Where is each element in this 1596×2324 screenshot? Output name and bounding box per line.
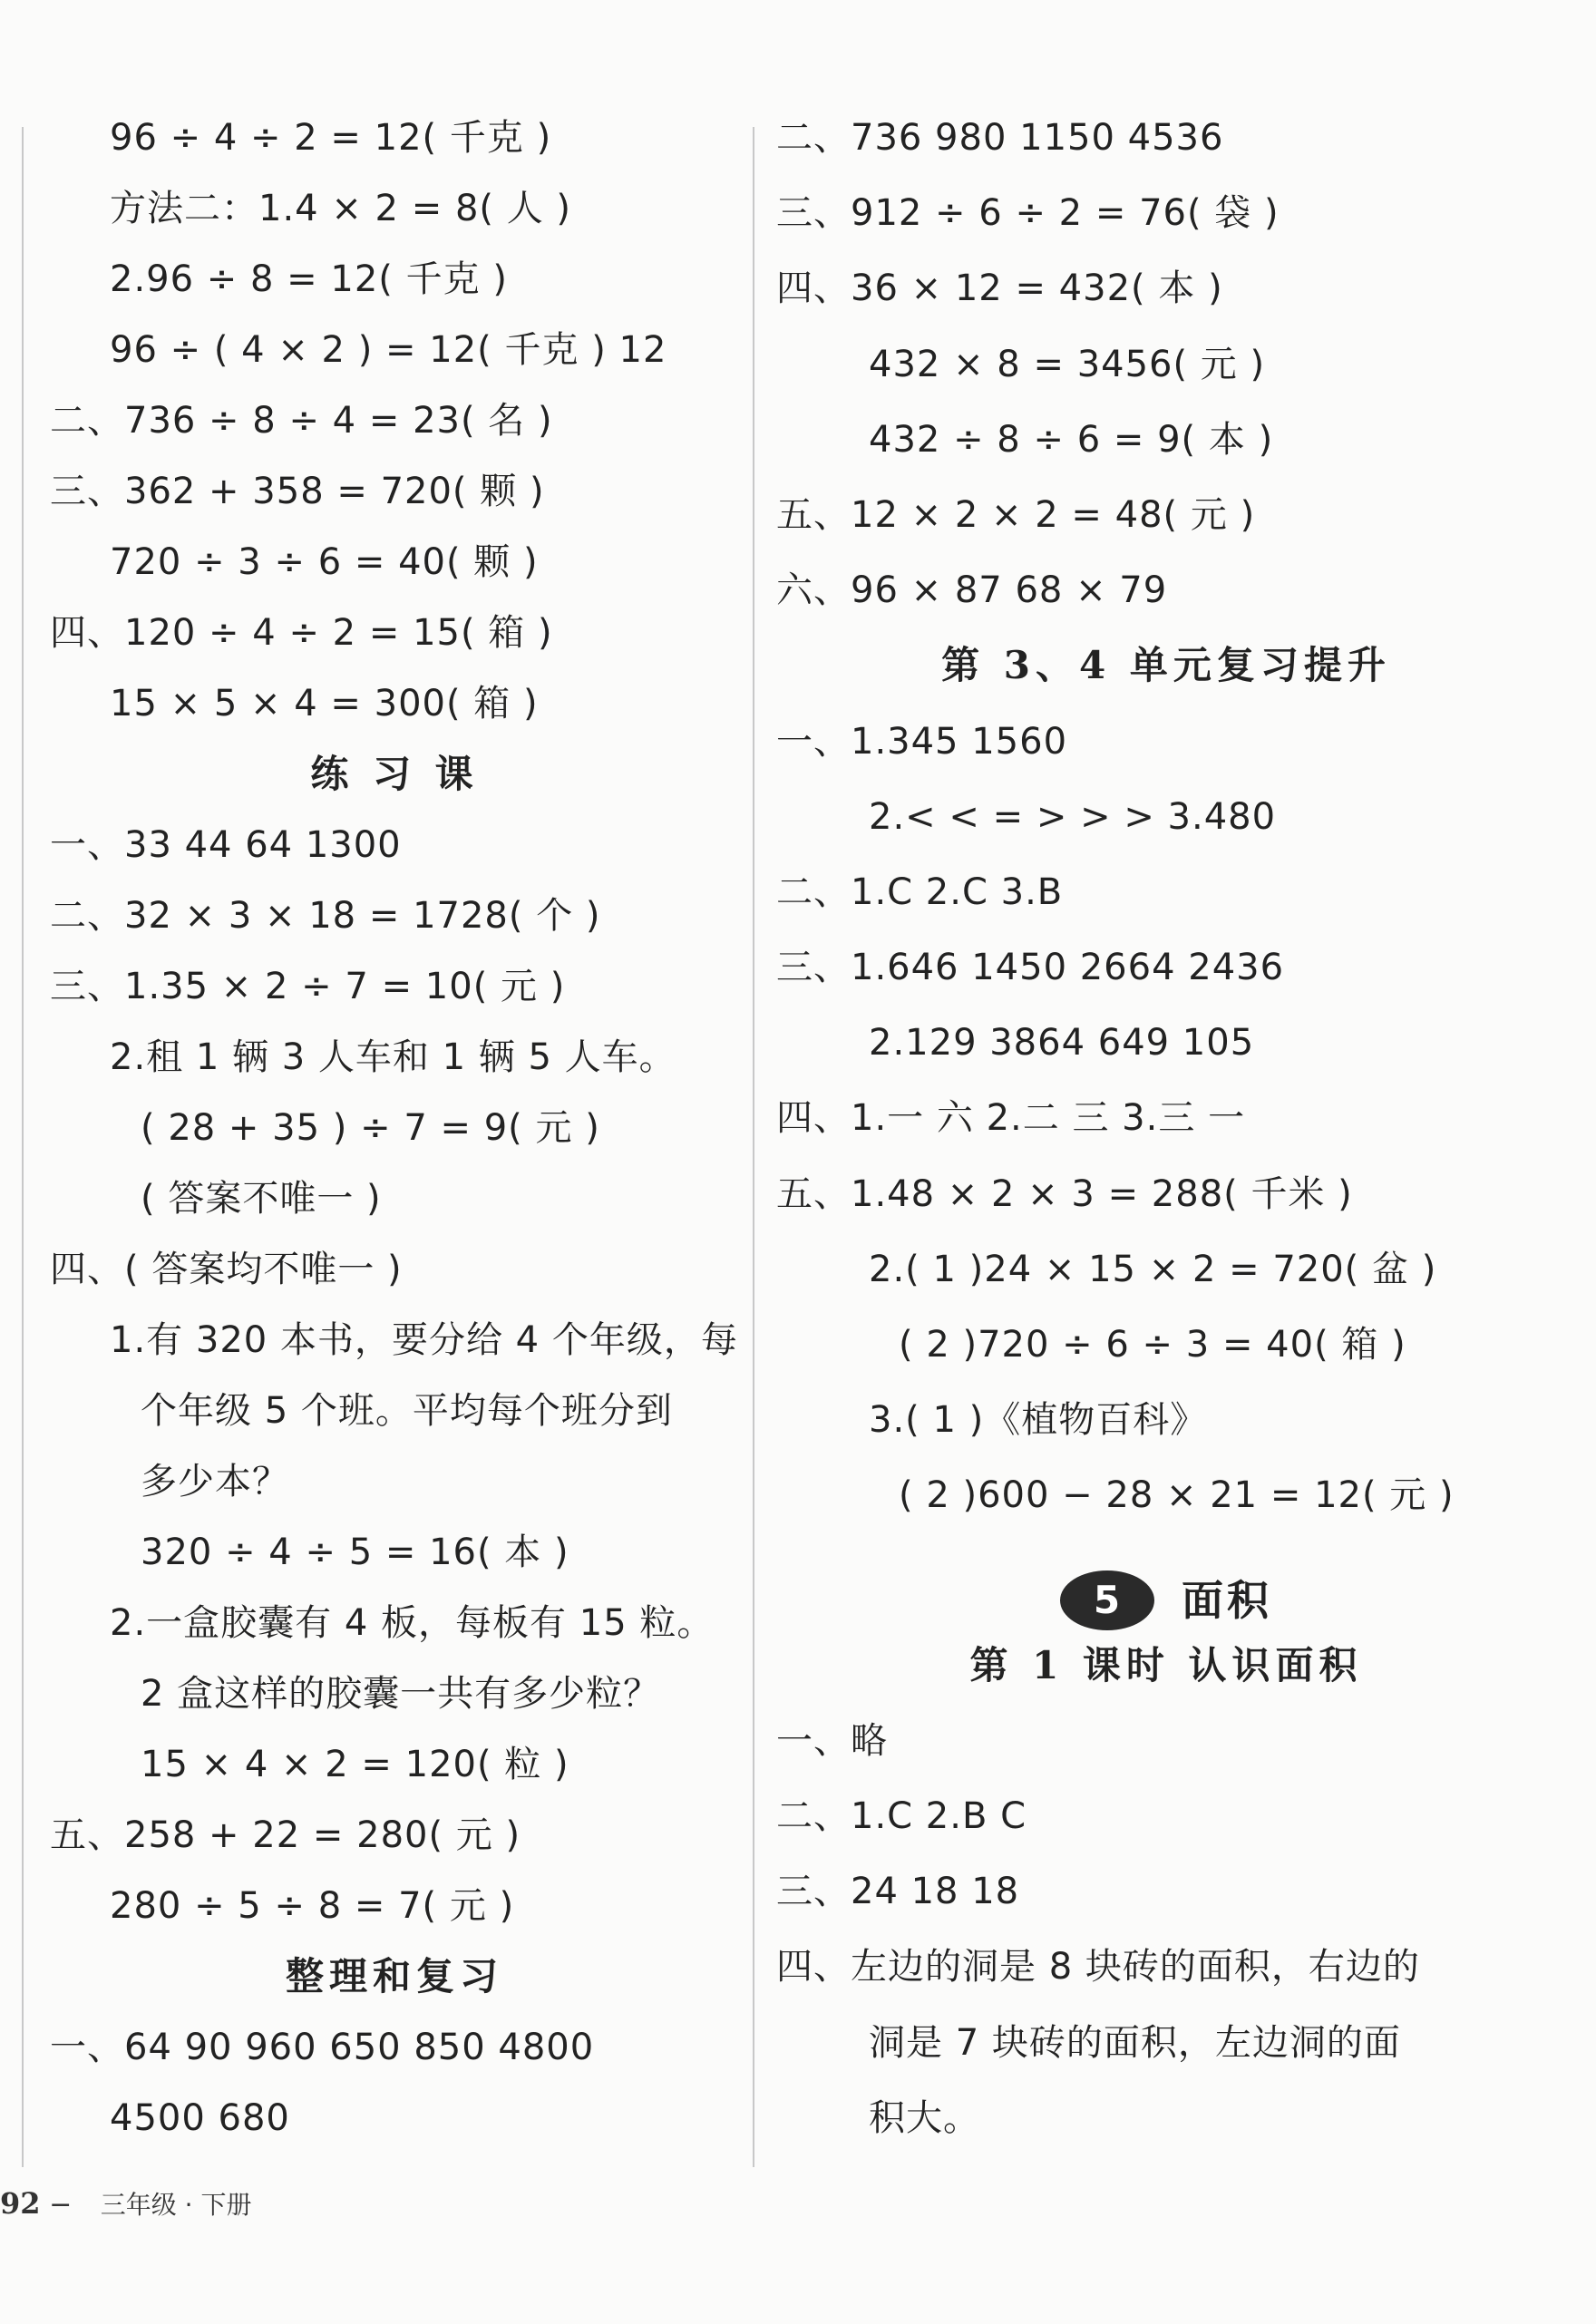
answer-line: 432 ÷ 8 ÷ 6 = 9( 本 ) <box>869 418 1274 461</box>
answer-line: 2.129 3864 649 105 <box>869 1022 1255 1065</box>
answer-line: 二、32 × 3 × 18 = 1728( 个 ) <box>50 895 601 937</box>
answer-line: 二、1.C 2.C 3.B <box>776 870 1064 913</box>
section-heading: 整理和复习 <box>285 1954 503 1998</box>
answer-line: 三、912 ÷ 6 ÷ 2 = 76( 袋 ) <box>776 192 1280 235</box>
answer-line: 一、1.345 1560 <box>776 720 1068 763</box>
answer-line: 三、1.646 1450 2664 2436 <box>776 947 1285 989</box>
answer-line: 积大。 <box>869 2096 980 2139</box>
answer-line: ( 2 )600 − 28 × 21 = 12( 元 ) <box>899 1474 1455 1517</box>
answer-line: 多少本？ <box>141 1461 289 1502</box>
answer-line: 个年级 5 个班。平均每个班分到 <box>141 1390 673 1432</box>
answer-line: 六、96 × 87 68 × 79 <box>776 569 1168 612</box>
left-margin-rule <box>22 127 24 2167</box>
answer-line: 4500 680 <box>110 2097 290 2139</box>
section-heading: 练 习 课 <box>310 752 479 796</box>
answer-line: 2 盒这样的胶囊一共有多少粒？ <box>141 1673 661 1715</box>
footer-dash: − <box>49 2189 73 2221</box>
answer-line: 二、736 980 1150 4536 <box>776 117 1224 159</box>
answer-line: ( 28 + 35 ) ÷ 7 = 9( 元 ) <box>141 1107 600 1149</box>
section-heading: 第 1 课时 认识面积 <box>969 1642 1363 1687</box>
answer-line: 二、1.C 2.B C <box>776 1794 1027 1837</box>
answer-line: 三、1.35 × 2 ÷ 7 = 10( 元 ) <box>50 966 566 1007</box>
answer-line: 五、12 × 2 × 2 = 48( 元 ) <box>776 493 1256 536</box>
unit-number-badge: 5 <box>1060 1570 1154 1630</box>
answer-line: ( 2 )720 ÷ 6 ÷ 3 = 40( 箱 ) <box>899 1324 1406 1366</box>
column-divider <box>753 127 754 2167</box>
answer-line: 四、120 ÷ 4 ÷ 2 = 15( 箱 ) <box>50 612 553 654</box>
answer-line: 96 ÷ ( 4 × 2 ) = 12( 千克 ) 12 <box>110 329 667 371</box>
page-footer <box>0 2185 251 2222</box>
left-column <box>50 117 739 2171</box>
answer-line: 一、64 90 960 650 850 4800 <box>50 2027 595 2068</box>
page-number: 92 <box>0 2186 41 2221</box>
right-column <box>776 117 1556 2175</box>
answer-line: 15 × 4 × 2 = 120( 粒 ) <box>141 1744 569 1785</box>
answer-line: 四、1.一 六 2.二 三 3.三 一 <box>776 1097 1246 1140</box>
answer-line: 720 ÷ 3 ÷ 6 = 40( 颗 ) <box>110 541 539 583</box>
answer-line: 一、33 44 64 1300 <box>50 824 402 866</box>
answer-line: 2.一盒胶囊有 4 板，每板有 15 粒。 <box>110 1602 715 1644</box>
answer-line: 432 × 8 = 3456( 元 ) <box>869 343 1266 385</box>
answer-line: 方法二：1.4 × 2 = 8( 人 ) <box>110 188 572 229</box>
answer-line: 15 × 5 × 4 = 300( 箱 ) <box>110 683 539 724</box>
answer-line: 280 ÷ 5 ÷ 8 = 7( 元 ) <box>110 1885 515 1927</box>
answer-line: 2.96 ÷ 8 = 12( 千克 ) <box>110 258 508 300</box>
answer-line: 96 ÷ 4 ÷ 2 = 12( 千克 ) <box>110 117 552 159</box>
answer-line: 二、736 ÷ 8 ÷ 4 = 23( 名 ) <box>50 400 553 442</box>
unit-heading <box>776 1553 1556 1648</box>
answer-line: ( 答案不唯一 ) <box>141 1178 382 1220</box>
answer-line: 三、362 + 358 = 720( 颗 ) <box>50 471 545 512</box>
answer-line: 1.有 320 本书，要分给 4 个年级，每 <box>110 1319 738 1361</box>
answer-line: 320 ÷ 4 ÷ 5 = 16( 本 ) <box>141 1532 569 1573</box>
answer-line: 3.( 1 )《植物百科》 <box>869 1399 1208 1442</box>
answer-line: 2.< < = > > > 3.480 <box>869 795 1277 838</box>
answer-line: 五、258 + 22 = 280( 元 ) <box>50 1814 521 1856</box>
answer-line: 四、左边的洞是 8 块砖的面积，右边的 <box>776 1946 1420 1989</box>
answer-line: 2.( 1 )24 × 15 × 2 = 720( 盆 ) <box>869 1248 1437 1290</box>
section-heading: 第 3、4 单元复习提升 <box>941 643 1391 688</box>
answer-line: 四、( 答案均不唯一 ) <box>50 1249 403 1290</box>
answer-line: 一、略 <box>776 1719 888 1762</box>
unit-title: 面积 <box>1182 1575 1272 1625</box>
grade-label: 三年级 · 下册 <box>100 2190 252 2220</box>
answer-line: 洞是 7 块砖的面积，左边洞的面 <box>869 2021 1401 2064</box>
answer-line: 2.租 1 辆 3 人车和 1 辆 5 人车。 <box>110 1036 676 1078</box>
answer-line: 四、36 × 12 = 432( 本 ) <box>776 267 1223 310</box>
answer-line: 三、24 18 18 <box>776 1871 1020 1913</box>
answer-line: 五、1.48 × 2 × 3 = 288( 千米 ) <box>776 1172 1353 1215</box>
